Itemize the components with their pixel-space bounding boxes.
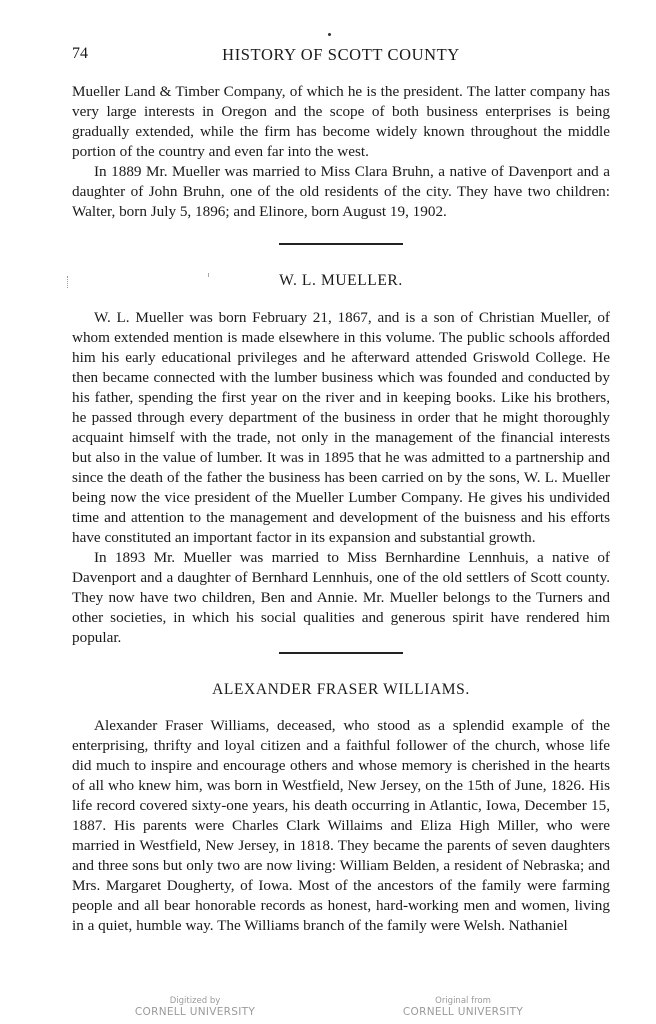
section-divider	[279, 243, 403, 245]
section-divider	[279, 652, 403, 654]
footer-label: Digitized by	[169, 996, 221, 1006]
continued-section	[72, 82, 610, 222]
footer-institution: CORNELL UNIVERSITY	[402, 1006, 524, 1018]
footer-label: Original from	[435, 996, 491, 1006]
running-title: HISTORY OF SCOTT COUNTY	[222, 45, 460, 64]
paragraph: Alexander Fraser Williams, deceased, who stood as a splendid example of the enterprising, thrifty and loyal citizen and a faithful follower of the church, whose life did much to inspire and encourage others and whose memory is cherished in the hearts of all who knew him, was born in Westfield, New Jersey, on the 15th of June, 1826. His life record covered sixty-one years, his death occurring in Atlantic, Iowa, December 15, 1887. His parents were Charles Clark Willaims and Eliza High Miller, who were married in Westfield, New Jersey, in 1818. They became the parents of seven daughters and three sons but only two are now living: William Belden, a resident of Nebraska; and Mrs. Margaret Dougherty, of Iowa. Most of the ancestors of the family were farming people and all bear honorable records as honest, hard-working men and women, living in a quiet, humble way. The Williams branch of the family were Welsh. Nathaniel	[72, 717, 610, 934]
footer-original	[393, 996, 533, 1019]
section-heading: W. L. MUELLER.	[279, 272, 403, 289]
section-heading: ALEXANDER FRASER WILLIAMS.	[212, 681, 470, 698]
paragraph: In 1889 Mr. Mueller was married to Miss Clara Bruhn, a native of Davenport and a daughter of John Bruhn, one of the old residents of the city. They have two children: Walter, born July 5, 1896; and Elinore, born August 19, 1902.	[72, 163, 610, 220]
footer-digitized	[130, 996, 260, 1019]
footer-institution: CORNELL UNIVERSITY	[134, 1006, 256, 1018]
paragraph: Mueller Land & Timber Company, of which he is the president. The latter company has very large interests in Oregon and the scope of both business enterprises is being gradually extended, while the firm has become widely known throughout the middle portion of the country and even far into the west.	[72, 83, 610, 160]
scan-mark	[67, 276, 69, 288]
page-header	[72, 45, 610, 67]
speck	[328, 33, 331, 36]
williams-section	[72, 716, 610, 936]
paragraph: In 1893 Mr. Mueller was married to Miss Bernhardine Lennhuis, a native of Davenport and a daughter of Bernhard Lennhuis, one of the old settlers of Scott county. They now have two children, Ben and Annie. Mr. Mueller belongs to the Turners and other societies, in which his social qualities and generous spirit have rendered him popular.	[72, 549, 610, 646]
page-number: 74	[72, 45, 88, 62]
mueller-section	[72, 308, 610, 648]
paragraph: W. L. Mueller was born February 21, 1867, and is a son of Christian Mueller, of whom extended mention is made elsewhere in this volume. The public schools afforded him his early educational privileges and he afterward attended Griswold College. He then became connected with the lumber business which was founded and conducted by his father, spending the first year on the river and in keeping books. Like his brothers, he passed through every department of the business in order that he might thoroughly acquaint himself with the trade, not only in the management of the financial interests but also in the value of lumber. It was in 1895 that he was admitted to a partnership and since the death of the father the business has been carried on by the sons, W. L. Mueller being now the vice president of the Mueller Lumber Company. He gives his undivided time and attention to the management and development of the buisness and his efforts have constituted an important factor in its expansion and substantial growth.	[72, 309, 610, 546]
